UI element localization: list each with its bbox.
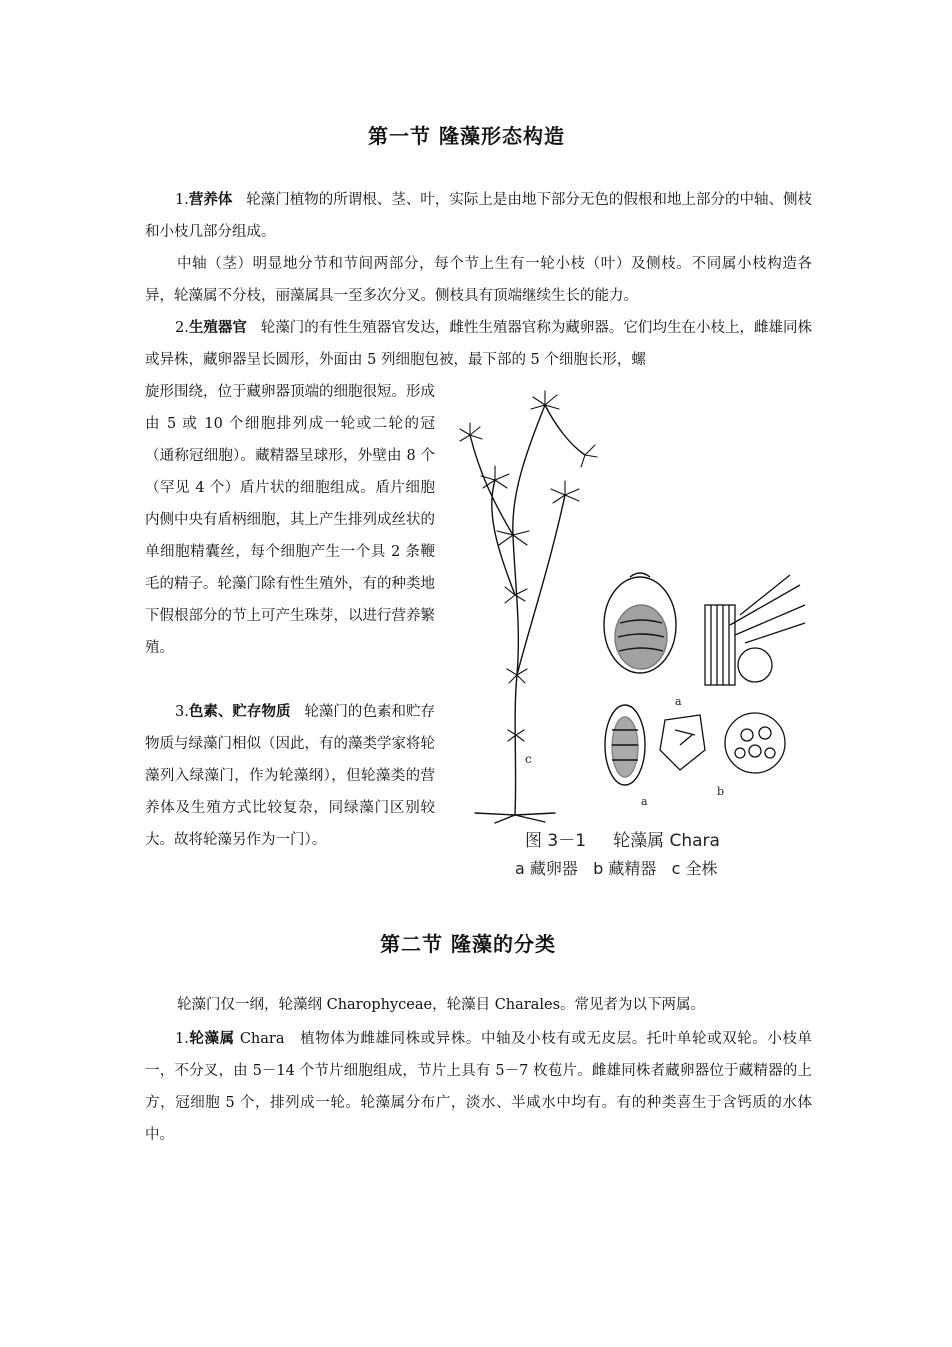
item-number: 1. [175,1031,189,1047]
figure-chara [455,385,820,825]
keyword-chara: 轮藻属 [188,1031,235,1047]
keyword-vegetative: 营养体 [188,192,233,208]
paragraph-text: 轮藻门的有性生殖器官发达，雌性生殖器官称为藏卵器。它们均生在小枝上，雌雄同株或异株，藏卵器呈长圆形，外面由 5 列细胞包被，最下部的 5 个细胞长形，螺 [145,320,813,368]
item-number: 3. [175,704,189,720]
keyword-pigments: 色素、贮存物质 [188,704,291,720]
label-a-upper: a [675,695,682,708]
paragraph-axis [145,248,812,312]
item-number: 2. [175,320,189,336]
paragraph-classification [145,989,812,1021]
paragraph-pigments [145,696,435,856]
figure-title: 轮藻属 Chara [613,831,720,851]
figure-caption-line-1 [525,826,720,851]
chara-illustration [455,385,820,825]
figure-number: 图 3－1 [525,831,587,851]
paragraph-text: 旋形围绕，位于藏卵器顶端的细胞很短。形成由 5 或 10 个细胞排列成一轮或二轮的冠（通称冠细胞）。藏精器呈球形，外壁由 8 个（罕见 4 个）盾片状的细胞组成。盾片细胞内侧中央有盾柄细胞，其上产生排列成丝状的单细胞精囊丝，每个细胞产生一个具 2 条鞭毛的精子。轮藻门除有性生殖外，有的种类地下假根部分的节上可产生珠芽，以进行营养繁殖。 [145,384,435,656]
paragraph-text: 轮藻门仅一纲，轮藻纲 Charophyceae，轮藻目 Charales。常见者为以下两属。 [177,997,706,1013]
oogonium-drawing-upper [604,573,676,673]
oogonium-drawing-lower [605,705,645,785]
paragraph-text: 中轴（茎）明显地分节和节间两部分，每个节上生有一轮小枝（叶）及侧枝。不同属小枝构造各异，轮藻属不分枝，丽藻属具一至多次分叉。侧枝具有顶端继续生长的能力。 [145,256,812,304]
section-1-title: 第一节 隆藻形态构造 [368,124,565,148]
paragraph-vegetative [145,184,812,248]
paragraph-text: 植物体为雌雄同株或异株。中轴及小枝有或无皮层。托叶单轮或双轮。小枝单一，不分叉，由 5－14 个节片细胞组成，节片上具有 5－7 枚苞片。雌雄同株者藏卵器位于藏精器的上方，冠细胞 5 个，排列成一轮。轮藻属分布广，淡水、半咸水中均有。有的种类喜生于含钙质的水体中。 [145,1031,813,1143]
shield-cell-drawing [660,715,705,770]
paragraph-reproductive-narrow [145,376,435,664]
item-number: 1. [175,192,189,208]
label-b: b [717,785,725,798]
antheridium-drawing-upper [705,575,805,685]
antheridium-drawing-lower [725,713,785,773]
paragraph-chara [145,1023,812,1151]
figure-caption-line-2: a 藏卵器 b 藏精器 c 全株 [515,859,718,878]
keyword-reproductive: 生殖器官 [188,320,247,336]
section-2-title: 第二节 隆藻的分类 [380,932,556,956]
label-c: c [525,752,532,766]
paragraph-reproductive-wide [145,312,812,376]
label-a-lower: a [641,795,648,808]
paragraph-text: 轮藻门植物的所谓根、茎、叶，实际上是由地下部分无色的假根和地上部分的中轴、侧枝和小枝几部分组成。 [145,192,813,240]
paragraph-text: 轮藻门的色素和贮存物质与绿藻门相似（因此，有的藻类学家将轮藻列入绿藻门，作为轮藻纲），但轮藻类的营养体及生殖方式比较复杂，同绿藻门区别较大。故将轮藻另作为一门）。 [145,704,436,848]
latin-name: Chara [234,1031,285,1047]
